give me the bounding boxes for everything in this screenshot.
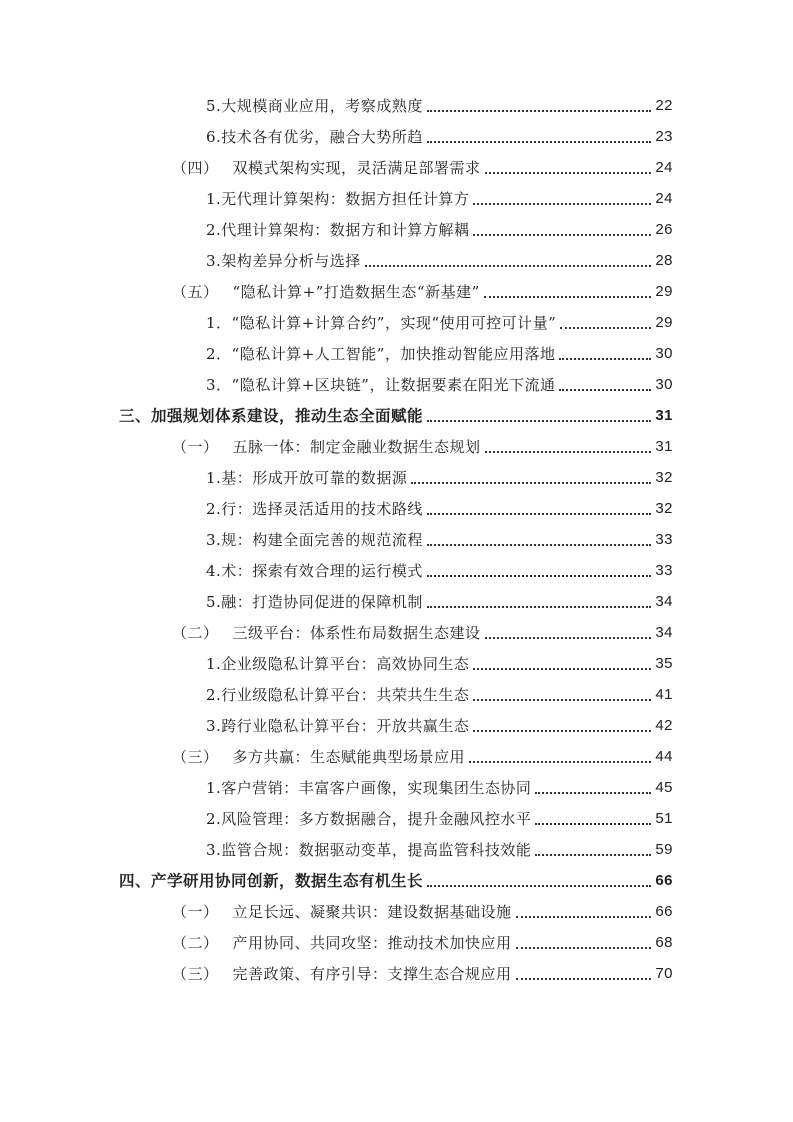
toc-entry[interactable]	[206, 216, 673, 240]
toc-entry-label: 三级平台：体系性布局数据生态建设	[232, 624, 481, 642]
toc-entry[interactable]	[172, 154, 673, 178]
toc-page-number: 32	[655, 469, 673, 486]
toc-entry[interactable]	[206, 526, 673, 550]
toc-page-number: 70	[655, 965, 673, 982]
toc-entry-label: 5.融：打造协同促进的保障机制	[206, 593, 423, 611]
dot-leader	[427, 140, 651, 143]
toc-page-number: 44	[655, 748, 673, 765]
toc-entry[interactable]	[206, 123, 673, 147]
toc-page-number: 31	[655, 438, 673, 455]
dot-leader	[427, 419, 651, 422]
toc-entry[interactable]	[172, 898, 673, 922]
toc-entry-prefix: （一）	[172, 903, 219, 921]
toc-entry-label: 2.行业级隐私计算平台：共荣共生生态	[206, 686, 470, 704]
toc-page-number: 24	[655, 159, 673, 176]
toc-page-number: 41	[655, 686, 673, 703]
toc-page-number: 30	[655, 345, 673, 362]
toc-page-number: 23	[655, 128, 673, 145]
toc-page-number: 33	[655, 531, 673, 548]
dot-leader	[516, 915, 652, 918]
toc-entry-label: “隐私计算+”打造数据生态“新基建”	[232, 283, 480, 301]
toc-entry[interactable]	[206, 650, 673, 674]
toc-entry-label: 1.基：形成开放可靠的数据源	[206, 469, 408, 487]
toc-page-number: 34	[655, 593, 673, 610]
toc-page-number: 31	[655, 407, 673, 424]
toc-entry-label: 3.规：构建全面完善的规范流程	[206, 531, 423, 549]
toc-entry[interactable]	[172, 960, 673, 984]
dot-leader	[365, 264, 652, 267]
dot-leader	[559, 388, 651, 391]
toc-page-number: 32	[655, 500, 673, 517]
toc-entry[interactable]	[206, 805, 673, 829]
toc-entry[interactable]	[206, 464, 673, 488]
dot-leader	[427, 574, 651, 577]
dot-leader	[516, 946, 652, 949]
toc-entry[interactable]	[206, 712, 673, 736]
dot-leader	[469, 760, 651, 763]
toc-page-number: 29	[655, 283, 673, 300]
toc-entry[interactable]	[206, 371, 673, 395]
toc-entry-prefix: （一）	[172, 438, 219, 456]
toc-entry[interactable]	[206, 774, 673, 798]
toc-entry[interactable]	[206, 588, 673, 612]
dot-leader	[485, 450, 652, 453]
dot-leader	[427, 543, 651, 546]
toc-entry[interactable]	[206, 836, 673, 860]
toc-page-number: 24	[655, 190, 673, 207]
toc-entry-label: 1.客户营销：丰富客户画像，实现集团生态协同	[206, 779, 532, 797]
toc-page-number: 34	[655, 624, 673, 641]
toc-chapter-entry[interactable]	[119, 867, 673, 891]
dot-leader	[427, 884, 651, 887]
toc-page-number: 29	[655, 314, 673, 331]
toc-page-number: 66	[655, 872, 673, 889]
dot-leader	[473, 729, 651, 732]
toc-entry-label: 4.术：探索有效合理的运行模式	[206, 562, 423, 580]
toc-chapter-entry[interactable]	[119, 402, 673, 426]
toc-entry[interactable]	[172, 743, 673, 767]
dot-leader	[427, 605, 651, 608]
toc-entry-label: 双模式架构实现，灵活满足部署需求	[232, 159, 481, 177]
toc-entry-label: 2．“隐私计算+人工智能”，加快推动智能应用落地	[206, 345, 556, 363]
toc-page-number: 22	[655, 97, 673, 114]
toc-entry-label: 5.大规模商业应用，考察成熟度	[206, 97, 423, 115]
dot-leader	[485, 636, 652, 639]
toc-entry-label: 2.行：选择灵活适用的技术路线	[206, 500, 423, 518]
dot-leader	[473, 698, 651, 701]
toc-entry-label: 1.无代理计算架构：数据方担任计算方	[206, 190, 470, 208]
toc-entry-label: 五脉一体：制定金融业数据生态规划	[232, 438, 481, 456]
toc-page-number: 35	[655, 655, 673, 672]
toc-entry-label: 6.技术各有优劣，融合大势所趋	[206, 128, 423, 146]
dot-leader	[485, 171, 652, 174]
dot-leader	[560, 326, 651, 329]
toc-entry-label: 2.代理计算架构：数据方和计算方解耦	[206, 221, 470, 239]
toc-entry[interactable]	[206, 92, 673, 116]
toc-entry-label: 2.风险管理：多方数据融合，提升金融风控水平	[206, 810, 532, 828]
toc-page-number: 42	[655, 717, 673, 734]
toc-entry[interactable]	[172, 929, 673, 953]
toc-entry[interactable]	[206, 557, 673, 581]
toc-entry-label: 3.架构差异分析与选择	[206, 252, 361, 270]
toc-entry[interactable]	[172, 619, 673, 643]
toc-entry[interactable]	[206, 247, 673, 271]
toc-entry-prefix: （四）	[172, 159, 219, 177]
toc-entry-label: 1．“隐私计算+计算合约”，实现“使用可控可计量”	[206, 314, 557, 332]
dot-leader	[559, 357, 651, 360]
toc-entry[interactable]	[206, 185, 673, 209]
toc-entry-label: 立足长远、凝聚共识：建设数据基础设施	[232, 903, 512, 921]
toc-entry-label: 1.企业级隐私计算平台：高效协同生态	[206, 655, 470, 673]
toc-entry[interactable]	[172, 433, 673, 457]
dot-leader	[427, 109, 651, 112]
toc-entry-label: 3．“隐私计算+区块链”，让数据要素在阳光下流通	[206, 376, 556, 394]
toc-entry-label: 四、产学研用协同创新，数据生态有机生长	[119, 872, 424, 890]
dot-leader	[535, 791, 651, 794]
toc-entry[interactable]	[206, 309, 673, 333]
toc-entry-prefix: （二）	[172, 934, 219, 952]
toc-entry-label: 三、加强规划体系建设，推动生态全面赋能	[119, 407, 424, 425]
dot-leader	[473, 202, 651, 205]
dot-leader	[411, 481, 651, 484]
toc-entry-prefix: （三）	[172, 748, 219, 766]
toc-page-number: 45	[655, 779, 673, 796]
toc-page-number: 51	[655, 810, 673, 827]
toc-page-number: 28	[655, 252, 673, 269]
toc-entry-label: 3.监管合规：数据驱动变革，提高监管科技效能	[206, 841, 532, 859]
toc-entry[interactable]	[206, 340, 673, 364]
dot-leader	[516, 977, 652, 980]
toc-entry-prefix: （二）	[172, 624, 219, 642]
toc-page-number: 30	[655, 376, 673, 393]
dot-leader	[473, 667, 651, 670]
dot-leader	[535, 822, 651, 825]
toc-entry[interactable]	[172, 278, 673, 302]
toc-entry[interactable]	[206, 681, 673, 705]
toc-page-number: 26	[655, 221, 673, 238]
dot-leader	[535, 853, 651, 856]
toc-entry-prefix: （三）	[172, 965, 219, 983]
dot-leader	[484, 295, 652, 298]
toc-page-number: 33	[655, 562, 673, 579]
toc-entry-label: 多方共赢：生态赋能典型场景应用	[232, 748, 466, 766]
toc-page-number: 66	[655, 903, 673, 920]
toc-entry-label: 完善政策、有序引导：支撑生态合规应用	[232, 965, 512, 983]
toc-entry-label: 产用协同、共同攻坚：推动技术加快应用	[232, 934, 512, 952]
toc-entry-label: 3.跨行业隐私计算平台：开放共赢生态	[206, 717, 470, 735]
toc-entry-prefix: （五）	[172, 283, 219, 301]
toc-page-number: 59	[655, 841, 673, 858]
toc-page-number: 68	[655, 934, 673, 951]
dot-leader	[473, 233, 651, 236]
toc-entry[interactable]	[206, 495, 673, 519]
dot-leader	[427, 512, 651, 515]
